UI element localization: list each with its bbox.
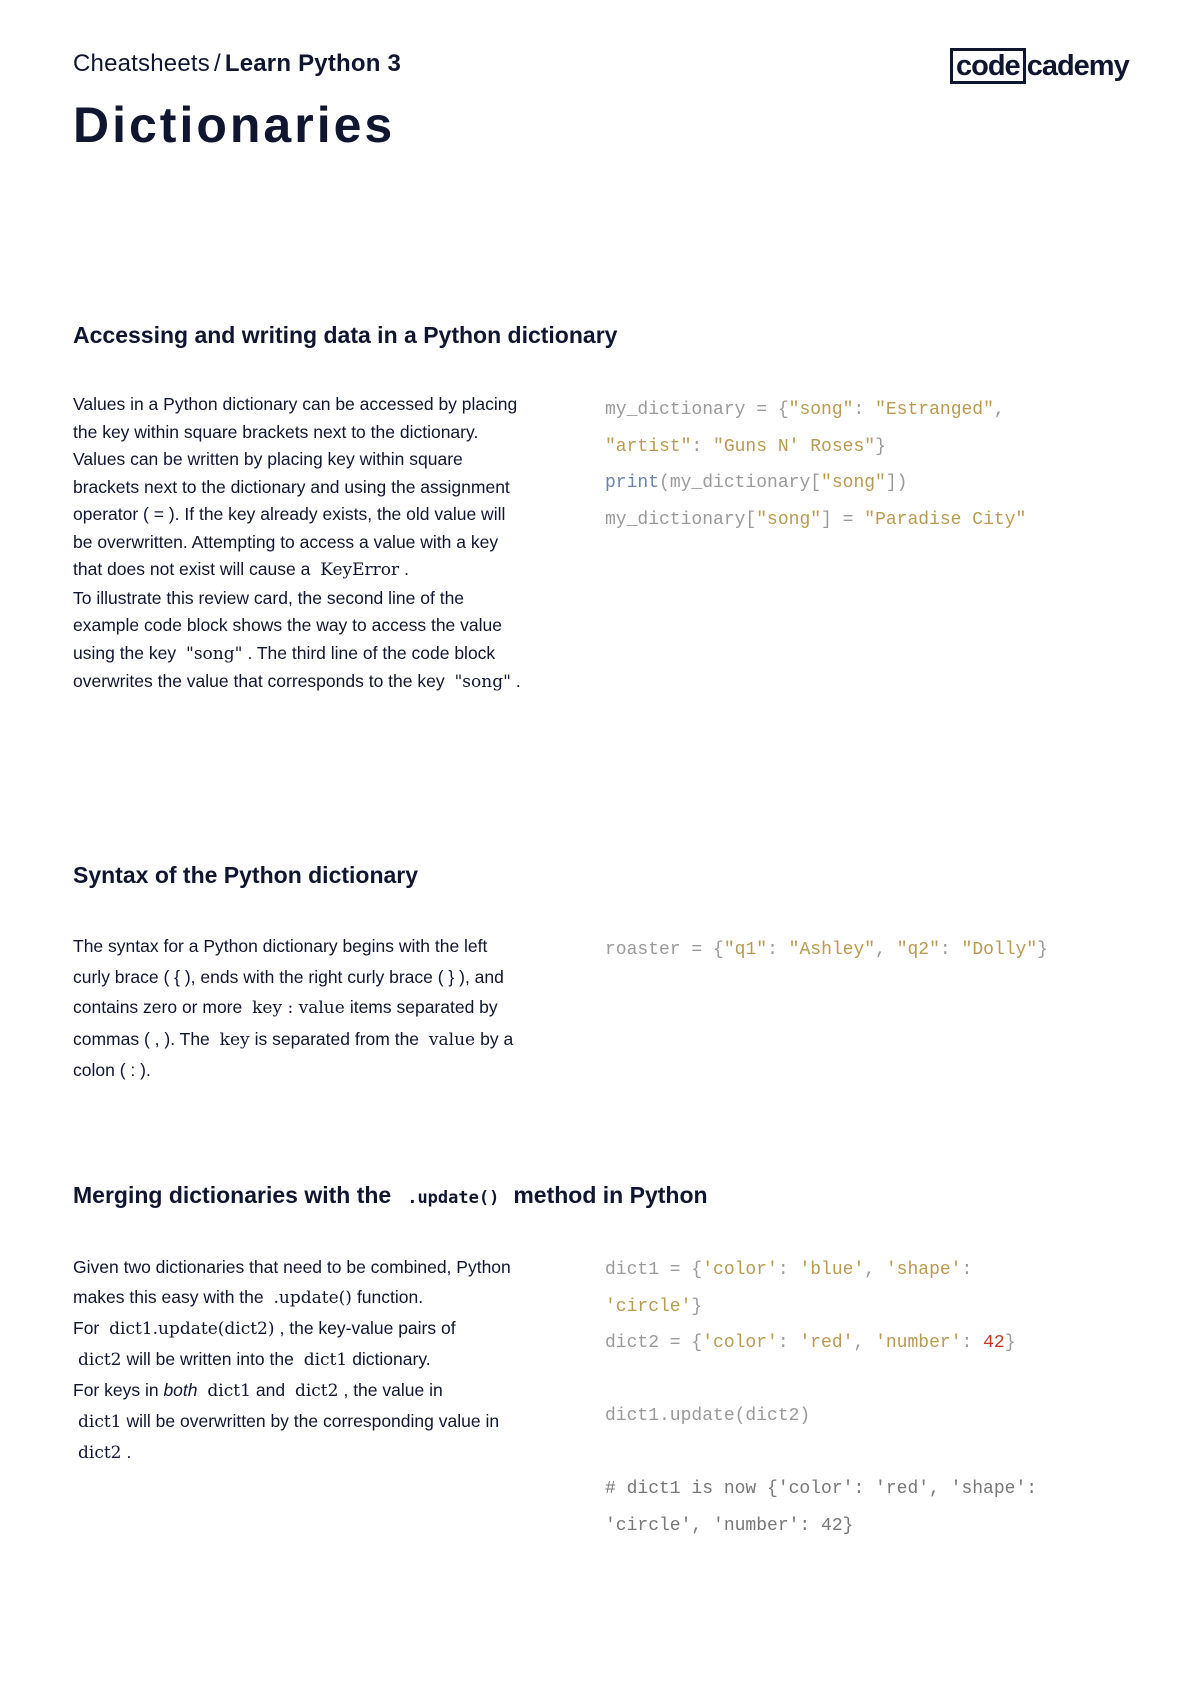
code-block xyxy=(605,932,1125,969)
code-comment-line: 'circle', 'number': 42} xyxy=(605,1515,854,1536)
description-text: function. xyxy=(356,1287,424,1307)
description-text: Values in a Python dictionary can be accessed by placing the key within square brackets next to the dictionary. Values can be written by placing key within square brackets next to the dictionary and using the assignment operator ( = ). If the key already exists, the old value will be overwritten. Attempting to access a value with a key that does not exist will cause a xyxy=(73,394,518,579)
inline-code: dict1.update(dict2) xyxy=(109,1319,275,1339)
description-text: is separated from the xyxy=(254,1028,420,1049)
code-line xyxy=(605,510,1026,530)
description-text: . xyxy=(515,671,521,691)
inline-code: dict2 xyxy=(78,1443,122,1463)
code-token: "artist" xyxy=(605,436,692,457)
logo-rest-text: cademy xyxy=(1026,49,1129,82)
inline-code: dict1 xyxy=(78,1412,122,1432)
breadcrumb-separator: / xyxy=(213,50,221,77)
description-text: , the key-value pairs of xyxy=(279,1318,456,1338)
inline-code: key : value xyxy=(252,998,345,1018)
description-paragraph xyxy=(73,1375,523,1468)
description-paragraph xyxy=(73,391,523,585)
code-token: "Estranged" xyxy=(875,400,994,420)
section-title xyxy=(73,1182,1133,1209)
section-merging xyxy=(73,1182,1133,1536)
code-token: , xyxy=(993,400,1005,420)
description-text: The syntax for a Python dictionary begins with the left curly brace ( { ), ends with the right curly brace ( } ), and contains zero or more xyxy=(73,936,504,1017)
code-token: print xyxy=(605,473,660,493)
code-line xyxy=(605,940,1048,960)
code-token: : xyxy=(691,436,714,457)
code-token: "Paradise City" xyxy=(864,509,1027,530)
inline-code: dict2 xyxy=(294,1381,339,1401)
code-token: 'red' xyxy=(799,1333,854,1353)
code-line xyxy=(605,473,907,493)
code-token: 42 xyxy=(983,1333,1005,1353)
code-comment-line: # dict1 is now {'color': 'red', 'shape': xyxy=(605,1479,1038,1499)
description-text: by a colon ( : ). xyxy=(73,1028,514,1080)
breadcrumb-current-link[interactable]: Learn Python 3 xyxy=(224,50,402,77)
code-token: , xyxy=(864,1260,886,1280)
code-token: = { xyxy=(745,400,789,420)
code-token: "Guns N' Roses" xyxy=(713,436,876,457)
description-paragraph xyxy=(73,1313,523,1375)
code-line xyxy=(605,1260,972,1280)
code-token: : xyxy=(777,1333,800,1353)
inline-code: dict1 xyxy=(303,1350,348,1370)
code-token: , xyxy=(853,1333,876,1353)
description-text: Given two dictionaries that need to be combined, Python makes this easy with the xyxy=(73,1257,511,1307)
code-token: } xyxy=(691,1296,703,1317)
code-token: : xyxy=(777,1260,800,1280)
section-description xyxy=(73,1252,523,1468)
description-text: For xyxy=(73,1318,100,1338)
section-title: Accessing and writing data in a Python dictionary xyxy=(73,322,618,348)
description-text: . xyxy=(404,559,410,579)
code-token: = { xyxy=(680,940,724,960)
code-block xyxy=(605,1252,1125,1544)
inline-code: .update() xyxy=(273,1288,352,1308)
description-paragraph xyxy=(73,931,523,1086)
logo-boxed-text: code xyxy=(950,48,1026,84)
code-token: } xyxy=(1004,1333,1016,1353)
code-token: "song" xyxy=(756,509,822,530)
description-text: and xyxy=(255,1380,286,1400)
description-paragraph xyxy=(73,1252,523,1313)
inline-code: value xyxy=(428,1029,476,1050)
breadcrumb xyxy=(73,50,401,78)
code-token: , xyxy=(875,940,897,960)
code-token: ]) xyxy=(885,473,908,493)
code-token: 'shape' xyxy=(885,1260,962,1280)
code-token: ] = xyxy=(821,509,865,530)
inline-code: dict1 xyxy=(207,1381,251,1401)
description-text: , the value in xyxy=(343,1380,443,1400)
code-block xyxy=(605,392,1125,538)
section-title-text: method in Python xyxy=(513,1182,708,1208)
emphasis-text: both xyxy=(163,1380,198,1400)
description-text: . The third line of the code block overwrites the value that corresponds to the key xyxy=(73,642,496,691)
section-title-text: Merging dictionaries with the xyxy=(73,1182,392,1208)
code-token: : xyxy=(767,940,789,960)
section-description xyxy=(73,391,523,697)
page-title: Dictionaries xyxy=(73,97,396,153)
description-text: . xyxy=(126,1442,132,1462)
code-token: "Ashley" xyxy=(788,940,876,960)
code-token: "q1" xyxy=(723,940,768,960)
code-token: 'number' xyxy=(875,1333,962,1353)
description-text: dictionary. xyxy=(352,1349,431,1369)
code-token: } xyxy=(1037,940,1048,960)
code-token: 'color' xyxy=(702,1333,778,1353)
code-token: roaster xyxy=(605,940,681,960)
section-title-code: .update() xyxy=(407,1188,500,1208)
description-text: will be overwritten by the corresponding value in xyxy=(126,1411,500,1431)
code-line xyxy=(605,1297,702,1317)
code-token: : xyxy=(853,400,876,420)
code-token: } xyxy=(875,436,886,457)
description-text: For keys in xyxy=(73,1380,159,1400)
code-token: "q2" xyxy=(896,940,940,960)
code-token: "song" xyxy=(788,400,854,420)
inline-code: key xyxy=(219,1029,250,1050)
section-syntax xyxy=(73,862,1133,1080)
code-token: dict2 = { xyxy=(605,1333,703,1353)
code-token: (my_dictionary[ xyxy=(659,473,822,493)
code-line: dict1.update(dict2) xyxy=(605,1406,811,1426)
section-title: Syntax of the Python dictionary xyxy=(73,862,419,888)
section-accessing-writing xyxy=(73,322,1133,692)
section-description xyxy=(73,931,523,1086)
code-token: my_dictionary xyxy=(605,400,746,420)
code-line xyxy=(605,437,886,457)
inline-code: "song" xyxy=(186,643,243,664)
description-text: To illustrate this review card, the second line of the example code block shows the way to access the value using the key xyxy=(73,587,502,663)
code-token: "Dolly" xyxy=(961,940,1038,960)
code-token: 'circle' xyxy=(605,1296,692,1317)
description-text: will be written into the xyxy=(126,1349,294,1369)
description-text: items separated by commas ( , ). The xyxy=(73,997,498,1049)
code-line xyxy=(605,400,1005,420)
code-token: : xyxy=(961,1260,973,1280)
description-paragraph xyxy=(73,585,523,697)
code-line xyxy=(605,1333,1016,1353)
inline-code: "song" xyxy=(454,672,511,692)
code-token: dict1 = { xyxy=(605,1260,703,1280)
codecademy-logo[interactable] xyxy=(950,48,1129,84)
code-token: : xyxy=(939,940,962,960)
code-token: "song" xyxy=(821,473,886,493)
code-token: my_dictionary[ xyxy=(605,509,757,530)
inline-code: dict2 xyxy=(78,1350,122,1370)
breadcrumb-root-link[interactable]: Cheatsheets xyxy=(73,50,210,77)
code-token: 'color' xyxy=(702,1260,778,1280)
code-token: 'blue' xyxy=(799,1260,865,1280)
code-token: : xyxy=(961,1333,984,1353)
inline-code: KeyError xyxy=(320,560,400,580)
